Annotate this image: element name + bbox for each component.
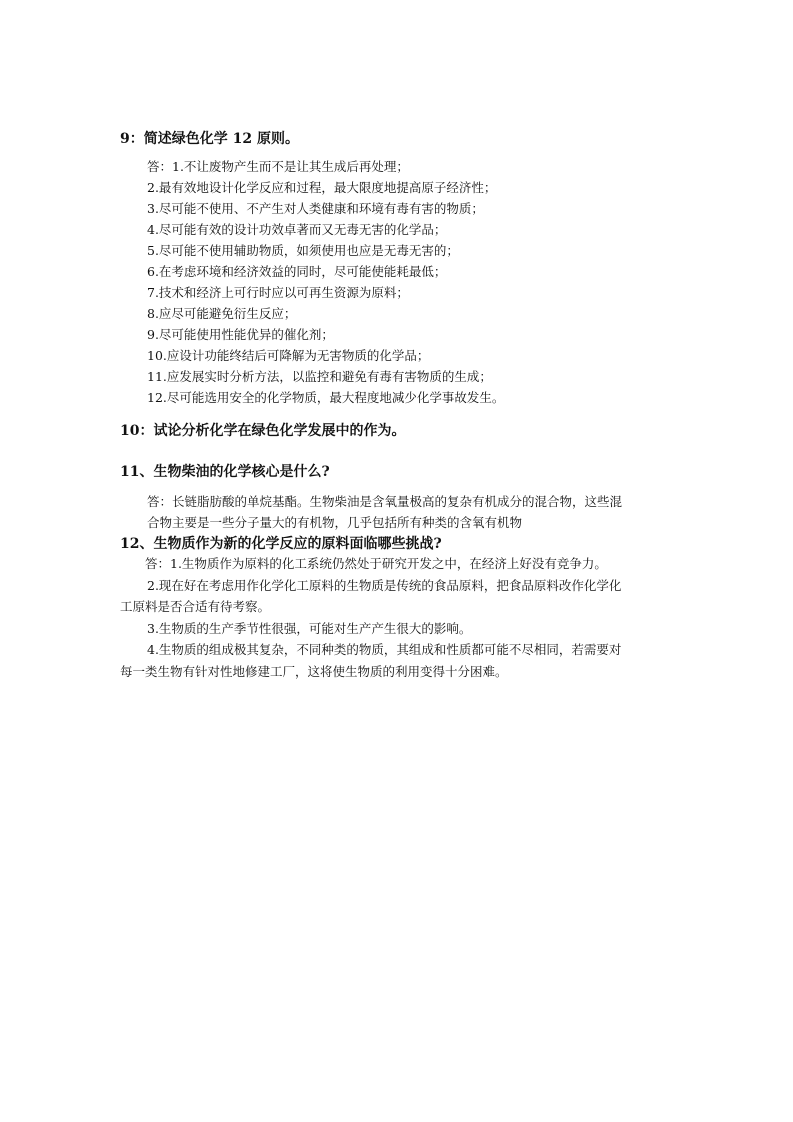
q12-answer-line: 每一类生物有针对性地修建工厂，这将使生物质的利用变得十分困难。: [120, 664, 508, 679]
question-12-title: 12、生物质作为新的化学反应的原料面临哪些挑战?: [120, 536, 442, 552]
q9-answer-line: 7.技术和经济上可行时应以可再生资源为原料；: [147, 285, 409, 300]
q9-answer-line: 3.尽可能不使用、不产生对人类健康和环境有毒有害的物质；: [147, 201, 484, 216]
q9-answer-line: 4.尽可能有效的设计功效卓著而又无毒无害的化学品；: [147, 222, 447, 237]
q9-answer-line: 12.尽可能选用安全的化学物质，最大程度地减少化学事故发生。: [147, 390, 505, 405]
q12-answer-line: 工原料是否合适有待考察。: [120, 599, 271, 614]
q9-answer-line: 10.应设计功能终结后可降解为无害物质的化学品；: [147, 348, 430, 363]
q9-answer-line: 6.在考虑环境和经济效益的同时，尽可能使能耗最低；: [147, 264, 447, 279]
q12-answer-line: 4.生物质的组成极其复杂，不同种类的物质，其组成和性质都可能不尽相同，若需要对: [147, 642, 622, 657]
q11-answer-line: 答：长链脂肪酸的单烷基酯。生物柴油是含氧量极高的复杂有机成分的混合物，这些混: [147, 494, 623, 509]
q9-answer-line: 9.尽可能使用性能优异的催化剂；: [147, 327, 334, 342]
q9-answer-line: 5.尽可能不使用辅助物质，如须使用也应是无毒无害的；: [147, 243, 459, 258]
question-11-title: 11、生物柴油的化学核心是什么?: [120, 464, 330, 480]
q9-answer-line: 2.最有效地设计化学反应和过程，最大限度地提高原子经济性；: [147, 180, 497, 195]
q9-answer-line: 11.应发展实时分析方法，以监控和避免有毒有害物质的生成；: [147, 369, 492, 384]
q12-answer-line: 答：1.生物质作为原料的化工系统仍然处于研究开发之中，在经济上好没有竞争力。: [145, 556, 607, 571]
q12-answer-line: 3.生物质的生产季节性很强，可能对生产产生很大的影响。: [147, 621, 472, 636]
q11-answer-line: 合物主要是一些分子量大的有机物，几乎包括所有种类的含氧有机物: [147, 515, 523, 530]
q12-answer-line: 2.现在好在考虑用作化学化工原料的生物质是传统的食品原料，把食品原料改作化学化: [147, 578, 622, 593]
q9-answer-line: 答：1.不让废物产生而不是让其生成后再处理；: [147, 159, 409, 174]
question-10-title: 10：试论分析化学在绿色化学发展中的作为。: [120, 423, 406, 439]
q9-answer-line: 8.应尽可能避免衍生反应；: [147, 306, 297, 321]
question-9-title: 9：简述绿色化学 12 原则。: [120, 131, 299, 147]
